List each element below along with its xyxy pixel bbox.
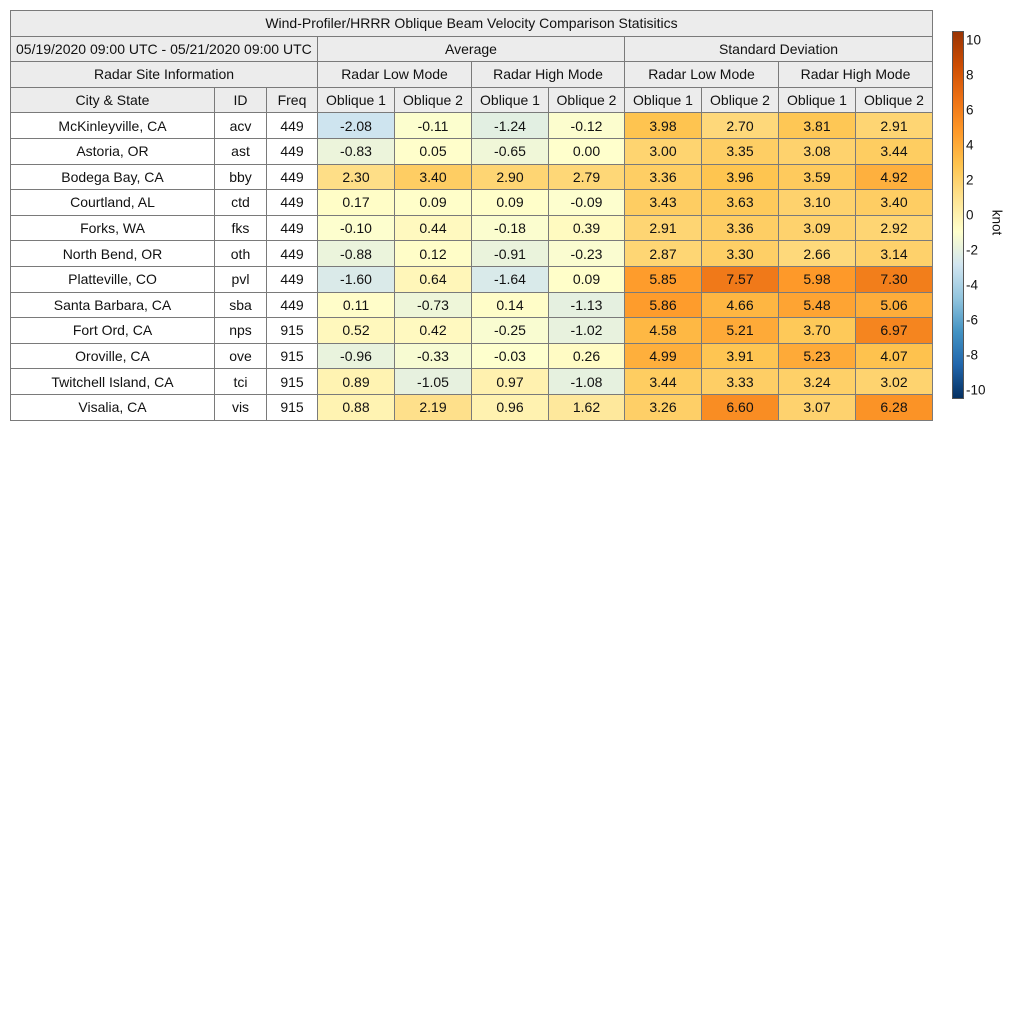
heatmap-cell: 0.64	[395, 266, 472, 292]
heatmap-cell: 3.00	[625, 138, 702, 164]
column-header-id: ID	[215, 87, 267, 113]
table-row	[11, 394, 933, 420]
table-row	[11, 266, 933, 292]
site-id: sba	[215, 292, 267, 318]
column-header-oblique: Oblique 2	[702, 87, 779, 113]
heatmap-cell: 3.98	[625, 113, 702, 139]
site-freq: 449	[267, 241, 318, 267]
site-city: McKinleyville, CA	[11, 113, 215, 139]
site-city: Bodega Bay, CA	[11, 164, 215, 190]
colorbar-tick-label: 10	[966, 32, 982, 48]
heatmap-cell: 3.44	[856, 138, 933, 164]
heatmap-cell: -1.24	[472, 113, 549, 139]
heatmap-cell: 0.97	[472, 369, 549, 395]
table-row	[11, 113, 933, 139]
site-city: Oroville, CA	[11, 343, 215, 369]
heatmap-cell: -1.08	[549, 369, 625, 395]
site-id: ove	[215, 343, 267, 369]
heatmap-cell: 3.35	[702, 138, 779, 164]
heatmap-cell: 0.09	[472, 190, 549, 216]
heatmap-cell: 2.70	[702, 113, 779, 139]
heatmap-cell: 2.19	[395, 394, 472, 420]
site-city: Fort Ord, CA	[11, 318, 215, 344]
heatmap-cell: 0.12	[395, 241, 472, 267]
heatmap-cell: 3.44	[625, 369, 702, 395]
mode-header-avg-low: Radar Low Mode	[318, 62, 472, 88]
group-header-average: Average	[318, 36, 625, 62]
column-header-city: City & State	[11, 87, 215, 113]
site-id: oth	[215, 241, 267, 267]
heatmap-cell: -1.13	[549, 292, 625, 318]
heatmap-cell: 3.26	[625, 394, 702, 420]
statistics-table	[10, 10, 933, 421]
heatmap-cell: -0.33	[395, 343, 472, 369]
heatmap-cell: 0.11	[318, 292, 395, 318]
mode-header-avg-high: Radar High Mode	[472, 62, 625, 88]
site-info-header: Radar Site Information	[11, 62, 318, 88]
site-freq: 449	[267, 164, 318, 190]
heatmap-cell: 3.63	[702, 190, 779, 216]
heatmap-cell: 0.89	[318, 369, 395, 395]
heatmap-cell: 3.36	[625, 164, 702, 190]
date-range: 05/19/2020 09:00 UTC - 05/21/2020 09:00 UTC	[11, 36, 318, 62]
heatmap-cell: 2.91	[625, 215, 702, 241]
heatmap-cell: 0.09	[395, 190, 472, 216]
heatmap-cell: 3.33	[702, 369, 779, 395]
site-city: Astoria, OR	[11, 138, 215, 164]
heatmap-cell: 4.66	[702, 292, 779, 318]
site-id: fks	[215, 215, 267, 241]
heatmap-cell: -0.03	[472, 343, 549, 369]
heatmap-cell: 3.96	[702, 164, 779, 190]
heatmap-cell: 0.05	[395, 138, 472, 164]
mode-header-std-low: Radar Low Mode	[625, 62, 779, 88]
heatmap-cell: -0.91	[472, 241, 549, 267]
column-header-oblique: Oblique 1	[318, 87, 395, 113]
table-row	[11, 215, 933, 241]
site-freq: 449	[267, 190, 318, 216]
heatmap-cell: 5.21	[702, 318, 779, 344]
colorbar-tick-label: 2	[966, 172, 974, 188]
column-header-oblique: Oblique 1	[472, 87, 549, 113]
mode-header-std-high: Radar High Mode	[779, 62, 933, 88]
heatmap-cell: 0.42	[395, 318, 472, 344]
site-id: acv	[215, 113, 267, 139]
heatmap-cell: -2.08	[318, 113, 395, 139]
heatmap-cell: 2.79	[549, 164, 625, 190]
heatmap-cell: 6.28	[856, 394, 933, 420]
heatmap-cell: 3.09	[779, 215, 856, 241]
colorbar	[952, 31, 964, 399]
heatmap-cell: 2.87	[625, 241, 702, 267]
heatmap-cell: 2.90	[472, 164, 549, 190]
heatmap-cell: 7.57	[702, 266, 779, 292]
site-freq: 915	[267, 369, 318, 395]
table-row	[11, 318, 933, 344]
column-header-freq: Freq	[267, 87, 318, 113]
site-city: Santa Barbara, CA	[11, 292, 215, 318]
heatmap-cell: 3.81	[779, 113, 856, 139]
heatmap-cell: 4.58	[625, 318, 702, 344]
site-freq: 449	[267, 292, 318, 318]
site-city: North Bend, OR	[11, 241, 215, 267]
heatmap-cell: -1.60	[318, 266, 395, 292]
heatmap-cell: 6.97	[856, 318, 933, 344]
heatmap-cell: -1.02	[549, 318, 625, 344]
column-header-oblique: Oblique 2	[395, 87, 472, 113]
heatmap-cell: 4.92	[856, 164, 933, 190]
heatmap-cell: 5.86	[625, 292, 702, 318]
heatmap-cell: 5.23	[779, 343, 856, 369]
heatmap-cell: 3.40	[856, 190, 933, 216]
colorbar-tick-label: -8	[966, 347, 979, 363]
heatmap-cell: 0.00	[549, 138, 625, 164]
heatmap-cell: 1.62	[549, 394, 625, 420]
site-freq: 449	[267, 215, 318, 241]
site-freq: 449	[267, 138, 318, 164]
site-id: ctd	[215, 190, 267, 216]
heatmap-cell: 0.52	[318, 318, 395, 344]
colorbar-tick-label: 4	[966, 137, 974, 153]
heatmap-cell: 2.66	[779, 241, 856, 267]
site-freq: 915	[267, 394, 318, 420]
heatmap-cell: 4.07	[856, 343, 933, 369]
heatmap-cell: 5.48	[779, 292, 856, 318]
heatmap-cell: -0.88	[318, 241, 395, 267]
table-row	[11, 369, 933, 395]
table-title: Wind-Profiler/HRRR Oblique Beam Velocity Comparison Statisitics	[11, 11, 933, 37]
heatmap-cell: 0.88	[318, 394, 395, 420]
heatmap-cell: 3.08	[779, 138, 856, 164]
heatmap-cell: 5.98	[779, 266, 856, 292]
heatmap-cell: 6.60	[702, 394, 779, 420]
heatmap-cell: -0.18	[472, 215, 549, 241]
heatmap-cell: -0.96	[318, 343, 395, 369]
heatmap-cell: 4.99	[625, 343, 702, 369]
site-freq: 449	[267, 113, 318, 139]
column-header-oblique: Oblique 1	[779, 87, 856, 113]
table-row	[11, 292, 933, 318]
heatmap-cell: -1.64	[472, 266, 549, 292]
site-freq: 915	[267, 318, 318, 344]
heatmap-cell: 5.85	[625, 266, 702, 292]
site-freq: 449	[267, 266, 318, 292]
heatmap-cell: 3.40	[395, 164, 472, 190]
heatmap-cell: -0.09	[549, 190, 625, 216]
table-row	[11, 164, 933, 190]
heatmap-cell: 3.10	[779, 190, 856, 216]
heatmap-cell: 3.02	[856, 369, 933, 395]
heatmap-cell: 3.91	[702, 343, 779, 369]
heatmap-cell: 2.92	[856, 215, 933, 241]
heatmap-cell: 0.09	[549, 266, 625, 292]
colorbar-tick-label: -10	[966, 382, 986, 398]
heatmap-cell: -0.65	[472, 138, 549, 164]
group-header-std-dev: Standard Deviation	[625, 36, 933, 62]
heatmap-cell: 0.44	[395, 215, 472, 241]
colorbar-tick-label: 6	[966, 102, 974, 118]
site-id: vis	[215, 394, 267, 420]
heatmap-cell: 0.14	[472, 292, 549, 318]
site-id: nps	[215, 318, 267, 344]
heatmap-cell: -0.73	[395, 292, 472, 318]
colorbar-tick-label: -4	[966, 277, 979, 293]
column-header-oblique: Oblique 2	[856, 87, 933, 113]
heatmap-cell: 3.36	[702, 215, 779, 241]
site-freq: 915	[267, 343, 318, 369]
site-id: pvl	[215, 266, 267, 292]
site-city: Twitchell Island, CA	[11, 369, 215, 395]
colorbar-tick-label: -6	[966, 312, 979, 328]
heatmap-cell: -0.83	[318, 138, 395, 164]
table-row	[11, 190, 933, 216]
colorbar-tick-label: 0	[966, 207, 974, 223]
heatmap-cell: 0.39	[549, 215, 625, 241]
heatmap-cell: 2.30	[318, 164, 395, 190]
heatmap-cell: 3.30	[702, 241, 779, 267]
site-id: bby	[215, 164, 267, 190]
heatmap-cell: 3.07	[779, 394, 856, 420]
heatmap-cell: 0.26	[549, 343, 625, 369]
colorbar-tick-label: 8	[966, 67, 974, 83]
site-id: ast	[215, 138, 267, 164]
heatmap-cell: -0.12	[549, 113, 625, 139]
heatmap-cell: 0.96	[472, 394, 549, 420]
colorbar-tick-label: -2	[966, 242, 979, 258]
heatmap-cell: 0.17	[318, 190, 395, 216]
column-header-oblique: Oblique 1	[625, 87, 702, 113]
heatmap-cell: -0.10	[318, 215, 395, 241]
colorbar-unit-label: knot	[989, 209, 1005, 236]
heatmap-cell: -1.05	[395, 369, 472, 395]
heatmap-cell: 3.14	[856, 241, 933, 267]
site-city: Forks, WA	[11, 215, 215, 241]
site-city: Courtland, AL	[11, 190, 215, 216]
heatmap-cell: 3.24	[779, 369, 856, 395]
heatmap-cell: 3.59	[779, 164, 856, 190]
heatmap-cell: 2.91	[856, 113, 933, 139]
site-city: Platteville, CO	[11, 266, 215, 292]
heatmap-cell: -0.23	[549, 241, 625, 267]
heatmap-cell: -0.11	[395, 113, 472, 139]
table-row	[11, 241, 933, 267]
heatmap-cell: 3.43	[625, 190, 702, 216]
column-header-oblique: Oblique 2	[549, 87, 625, 113]
heatmap-cell: -0.25	[472, 318, 549, 344]
site-city: Visalia, CA	[11, 394, 215, 420]
heatmap-cell: 7.30	[856, 266, 933, 292]
heatmap-cell: 5.06	[856, 292, 933, 318]
site-id: tci	[215, 369, 267, 395]
table-row	[11, 138, 933, 164]
heatmap-cell: 3.70	[779, 318, 856, 344]
table-row	[11, 343, 933, 369]
